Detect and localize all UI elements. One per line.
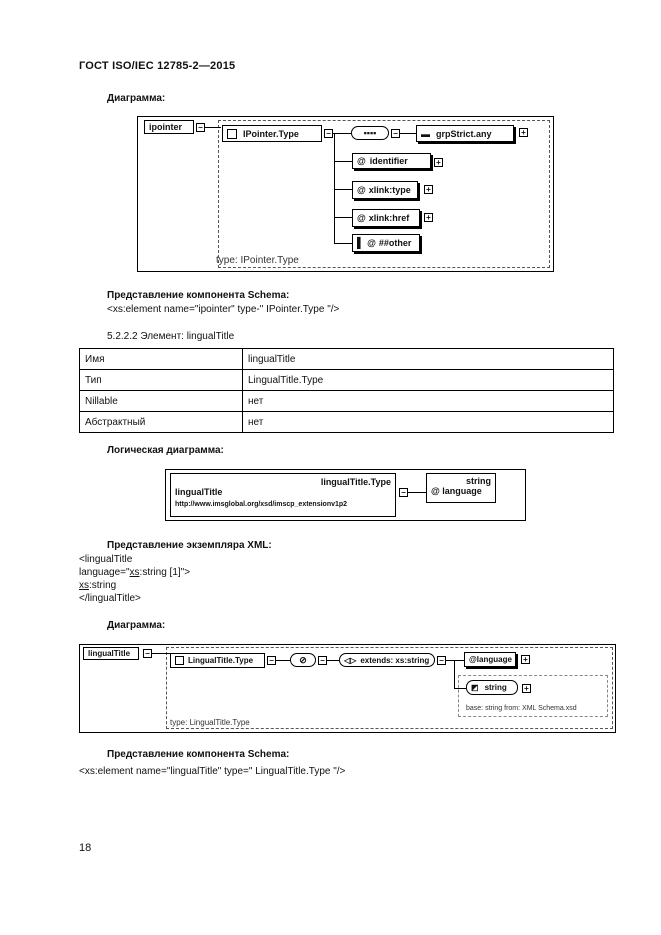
connector-line — [205, 127, 221, 128]
schema2-code: <xs:element name="lingualTitle" type=" LingualTitle.Type "/> — [79, 766, 346, 777]
table-cell-key: Имя — [80, 349, 243, 370]
connector-line — [334, 161, 352, 162]
base-caption: base: string from: XML Schema.xsd — [466, 705, 577, 712]
expand-icon[interactable]: + — [434, 158, 443, 167]
xml-prefix: xs — [129, 567, 140, 578]
table-cell-value: нет — [243, 391, 614, 412]
section-title: 5.2.2.2 Элемент: lingualTitle — [107, 331, 235, 342]
group-box[interactable] — [416, 125, 514, 142]
attr-identifier-box[interactable] — [352, 153, 431, 169]
xml-text: :string [1]"> — [139, 567, 191, 578]
attr-xlinktype-label: xlink:type — [368, 185, 411, 195]
lingualtitle-element-box[interactable]: lingualTitle — [83, 647, 139, 660]
type-caption: type: LingualTitle.Type — [170, 718, 250, 727]
extends-box[interactable] — [339, 653, 435, 667]
string-label: string — [484, 683, 507, 692]
properties-table — [79, 348, 614, 433]
table-cell-value: lingualTitle — [243, 349, 614, 370]
attribute-icon: @ — [357, 213, 366, 223]
connector-line — [333, 133, 351, 134]
xml-line: <lingualTitle — [79, 554, 133, 565]
type-icon — [175, 656, 184, 665]
group-icon: ▬ — [421, 128, 430, 139]
table-cell-key: Абстрактный — [80, 412, 243, 433]
table-row — [80, 370, 614, 391]
schema1-label: Представление компонента Schema: — [107, 290, 290, 301]
logical-attr-box[interactable] — [426, 473, 496, 503]
sequence-icon: ▪▪▪▪ — [363, 128, 377, 138]
collapse-icon[interactable]: − — [143, 649, 152, 658]
logical-namespace: http://www.imsglobal.org/xsd/imscp_extensionv1p2 — [175, 501, 348, 508]
attr-xlinkhref-label: xlink:href — [368, 213, 410, 223]
simple-type-icon: ◩ — [471, 683, 479, 692]
document-header: ГОСТ ISO/IEC 12785-2—2015 — [79, 60, 236, 72]
extension-icon: ◁▷ — [344, 655, 357, 665]
xml-text: :string — [89, 580, 117, 591]
collapse-icon[interactable]: − — [399, 488, 408, 497]
logical-name-label: lingualTitle — [175, 487, 223, 497]
collapse-icon[interactable]: − — [267, 656, 276, 665]
type-box-label: IPointer.Type — [243, 128, 299, 139]
page-number: 18 — [79, 842, 92, 854]
xml-line — [79, 566, 190, 579]
connector-line — [276, 660, 290, 661]
collapse-icon[interactable]: − — [437, 656, 446, 665]
attr-other-label: ##other — [378, 238, 412, 248]
schema2-label: Представление компонента Schema: — [107, 749, 290, 760]
type-box-label: LingualTitle.Type — [188, 656, 254, 665]
diagram1-label: Диаграмма: — [107, 93, 166, 104]
type-caption: type: IPointer.Type — [216, 255, 299, 266]
collapse-icon[interactable]: − — [196, 123, 205, 132]
collapse-icon[interactable]: − — [391, 129, 400, 138]
table-cell-key: Тип — [80, 370, 243, 391]
sequence-compositor[interactable] — [351, 126, 389, 140]
collapse-icon[interactable]: − — [324, 129, 333, 138]
extends-label: extends: xs:string — [360, 655, 430, 665]
diagram2-frame — [79, 644, 616, 733]
connector-line — [334, 243, 352, 244]
schema1-code: <xs:element name="ipointer" type-" IPointer.Type "/> — [107, 304, 340, 315]
attribute-icon: @ — [367, 238, 376, 248]
xml-text: language=" — [79, 567, 130, 578]
attribute-icon: @ — [357, 156, 366, 166]
xml-line: </lingualTitle> — [79, 593, 141, 604]
table-cell-value: LingualTitle.Type — [243, 370, 614, 391]
simple-content-icon: ⊘ — [299, 654, 307, 665]
connector-line — [400, 133, 416, 134]
connector-line — [152, 653, 170, 654]
connector-line — [327, 660, 339, 661]
table-row — [80, 412, 614, 433]
logical-attr-type: string — [465, 476, 491, 486]
table-row — [80, 349, 614, 370]
connector-trunk — [334, 133, 335, 243]
expand-icon[interactable]: + — [521, 655, 530, 664]
attribute-icon: @ — [357, 185, 366, 195]
type-box[interactable] — [170, 653, 265, 668]
xml-prefix: xs — [79, 580, 89, 591]
logical-type-label: lingualTitle.Type — [320, 477, 391, 487]
type-box[interactable] — [222, 125, 322, 142]
logical-diagram-label: Логическая диаграмма: — [107, 445, 224, 456]
connector-line — [334, 189, 352, 190]
table-cell-key: Nillable — [80, 391, 243, 412]
connector-line — [408, 492, 426, 493]
xml-instance-code — [79, 553, 190, 605]
collapse-icon[interactable]: − — [318, 656, 327, 665]
type-icon — [227, 129, 237, 139]
connector-line — [446, 660, 464, 661]
table-cell-value: нет — [243, 412, 614, 433]
xml-line — [79, 579, 190, 592]
expand-icon[interactable]: + — [519, 128, 528, 137]
ipointer-element-box[interactable]: ipointer — [144, 120, 194, 134]
expand-icon[interactable]: + — [424, 185, 433, 194]
expand-icon[interactable]: + — [522, 684, 531, 693]
simple-content-compositor[interactable] — [290, 653, 316, 667]
xml-instance-label: Представление экземпляра XML: — [107, 540, 272, 551]
attr-identifier-label: identifier — [369, 156, 408, 166]
diagram2-label: Диаграмма: — [107, 620, 166, 631]
logical-type-box[interactable] — [170, 473, 396, 517]
attr-xlinktype-box[interactable] — [352, 181, 418, 199]
group-label: grpStrict.any — [436, 128, 492, 139]
attr-xlinkhref-box[interactable] — [352, 209, 420, 227]
logical-diagram-frame — [165, 469, 526, 521]
logical-attr-name: @ language — [431, 486, 482, 496]
expand-icon[interactable]: + — [424, 213, 433, 222]
diagram1-frame — [137, 116, 554, 272]
connector-line — [334, 217, 352, 218]
attr-language-box[interactable]: @language — [464, 652, 516, 667]
table-row — [80, 391, 614, 412]
any-attribute-icon: ▌ — [357, 237, 365, 249]
connector-trunk — [454, 660, 455, 688]
attr-other-box[interactable] — [352, 234, 420, 252]
